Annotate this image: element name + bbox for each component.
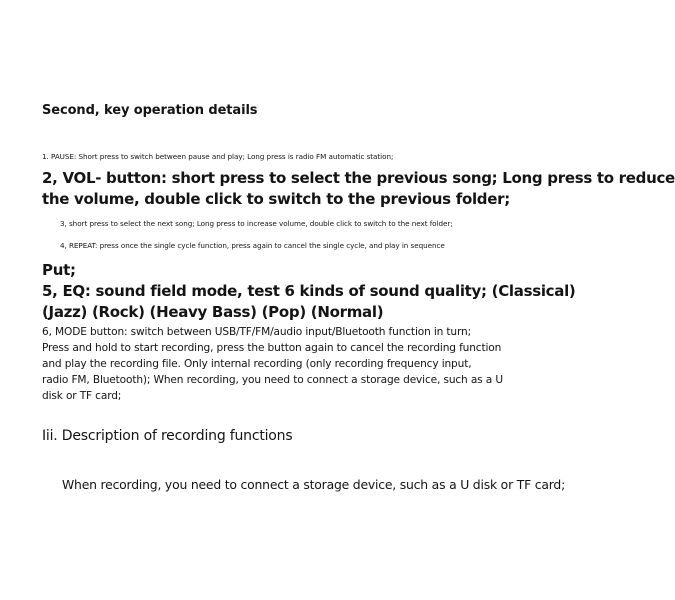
recording-section-body: When recording, you need to connect a storage device, such as a U disk or TF card;: [62, 477, 566, 492]
item-repeat-line-1: 4, REPEAT: press once the single cycle function, press again to cancel the single cycle, and play in sequence: [60, 241, 445, 250]
item-next-text: 3, short press to select the next song; Long press to increase volume, double click to switch to the next folder;: [60, 219, 453, 228]
recording-section-heading: Iii. Description of recording functions: [42, 428, 293, 444]
item-mode-line-4: radio FM, Bluetooth); When recording, you need to connect a storage device, such as a U: [42, 374, 503, 386]
item-eq-line-1: 5, EQ: sound field mode, test 6 kinds of sound quality; (Classical): [42, 282, 576, 300]
item-pause-text: 1. PAUSE: Short press to switch between pause and play; Long press is radio FM automatic station;: [42, 152, 394, 161]
section-heading: Second, key operation details: [42, 103, 258, 118]
item-vol-line-1: 2, VOL- button: short press to select the previous song; Long press to reduce: [42, 169, 675, 187]
item-mode-line-1: 6, MODE button: switch between USB/TF/FM/audio input/Bluetooth function in turn;: [42, 326, 471, 338]
item-mode-line-2: Press and hold to start recording, press the button again to cancel the recording function: [42, 342, 502, 354]
item-eq-line-2: (Jazz) (Rock) (Heavy Bass) (Pop) (Normal): [42, 303, 384, 321]
item-vol-line-2: the volume, double click to switch to the previous folder;: [42, 190, 510, 208]
item-repeat-line-2: Put;: [42, 261, 76, 279]
item-mode-line-5: disk or TF card;: [42, 390, 122, 402]
item-mode-line-3: and play the recording file. Only internal recording (only recording frequency input,: [42, 358, 472, 370]
